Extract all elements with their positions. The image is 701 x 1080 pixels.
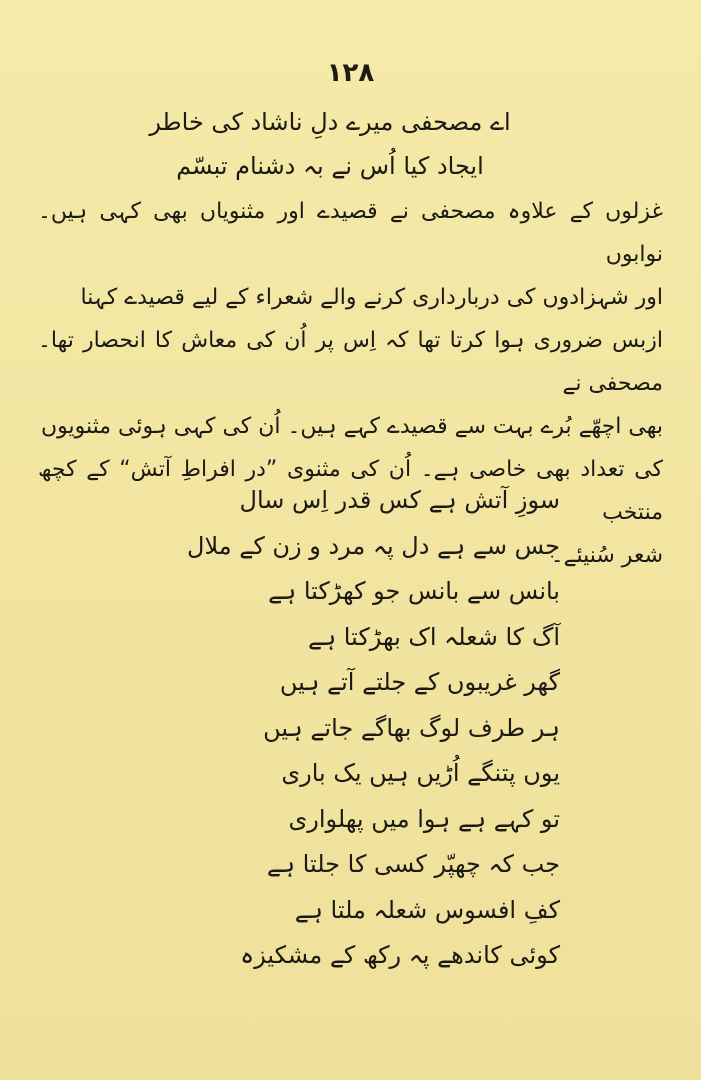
verse-line: گھر غریبوں کے جلتے آتے ہیں	[279, 668, 560, 696]
paragraph-line: بھی اچھّے بُرے بہت سے قصیدے کہے ہیں۔ اُن کی کہی ہوئی مثنویوں	[40, 414, 663, 439]
verse-line: کفِ افسوس شعلہ ملتا ہے	[294, 895, 560, 924]
verse-block	[180, 478, 560, 979]
couplet-line: اے مصحفی میرے دلِ ناشاد کی خاطر	[149, 108, 511, 136]
opening-couplet	[120, 100, 540, 188]
verse-line: آگ کا شعلہ اک بھڑکتا ہے	[308, 622, 560, 651]
verse-line: سوزِ آتش ہے کس قدر اِس سال	[239, 486, 560, 514]
page-number: ۱۲۸	[326, 58, 375, 88]
paragraph-line: غزلوں کے علاوہ مصحفی نے قصیدے اور مثنویاں بھی کہی ہیں۔ نوابوں	[38, 199, 663, 267]
verse-line: کوئی کاندھے پہ رکھ کے مشکیزہ	[240, 941, 560, 969]
verse-line: تو کہے ہے ہوا میں پھلواری	[288, 804, 560, 833]
verse-line: جب کہ چھپّر کسی کا جلتا ہے	[266, 850, 560, 878]
verse-line: ہر طرف لوگ بھاگے جاتے ہیں	[263, 713, 560, 742]
paragraph-line: اور شہزادوں کی دربارداری کرنے والے شعراء کے لیے قصیدے کہنا	[80, 285, 663, 310]
paragraph-line: شعر سُنیئے۔	[550, 543, 663, 568]
couplet-line: ایجاد کیا اُس نے بہ دشنام تبسّم	[176, 152, 484, 180]
paragraph-line: کی تعداد بھی خاصی ہے۔ اُن کی مثنوی ”در افراطِ آتش“ کے کچھ منتخب	[38, 457, 663, 525]
paragraph-line: ازبس ضروری ہوا کرتا تھا کہ اِس پر اُن کی معاش کا انحصار تھا۔ مصحفی نے	[38, 328, 663, 396]
verse-line: یوں پتنگے اُڑیں ہیں یک باری	[281, 759, 560, 787]
verse-line: جس سے ہے دل پہ مرد و زن کے ملال	[187, 531, 560, 560]
verse-line: بانس سے بانس جو کھڑکتا ہے	[268, 577, 560, 605]
